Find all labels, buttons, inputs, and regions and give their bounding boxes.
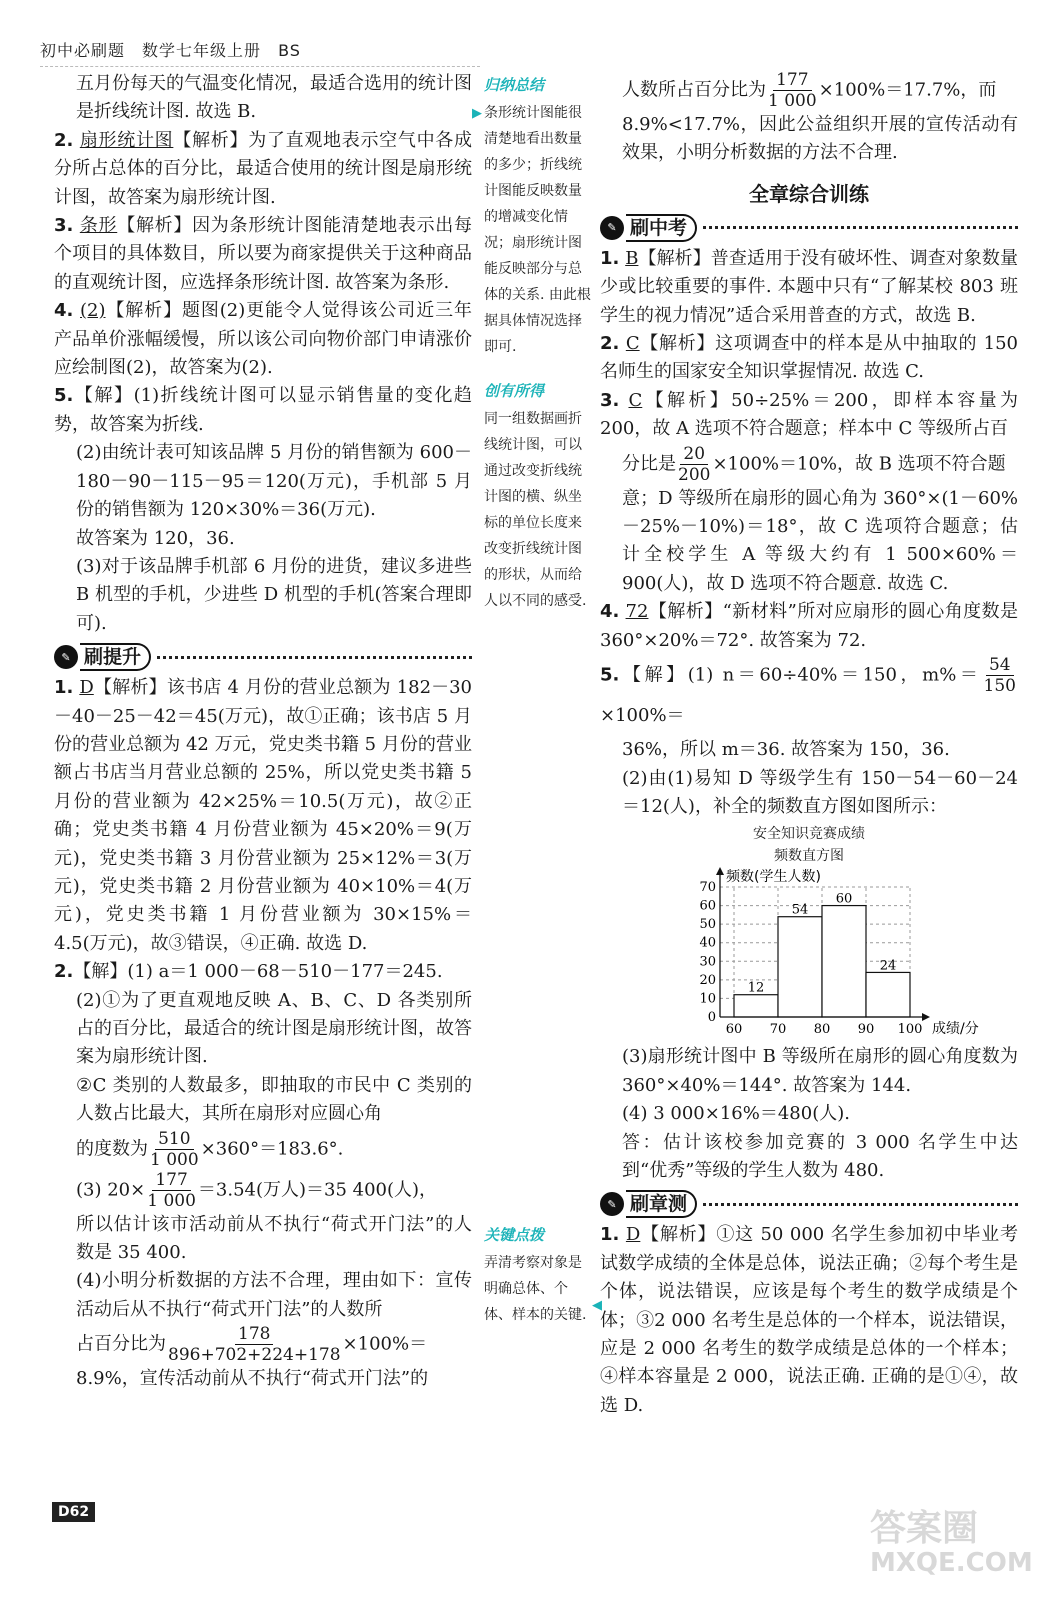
y-tick-label: 10 xyxy=(699,991,716,1007)
arrow-icon: ◀ xyxy=(592,1298,602,1313)
k3: 3. C【解析】50÷25%＝200，即样本容量为 200，故 A 选项不符合题意；样本中 C 等级所占百 xyxy=(600,389,1018,440)
pencil-icon: ✎ xyxy=(54,645,78,669)
chapter-title: 全章综合训练 xyxy=(749,181,869,206)
y-tick-label: 70 xyxy=(699,880,716,896)
k5-part5: (4) 3 000×16%＝480(人). xyxy=(622,1103,850,1125)
q2: 2. 扇形统计图【解析】为了直观地表示空气中各成分所占总体的百分比，最适合使用的统计图是扇形统计图，故答案为扇形统计图. xyxy=(54,129,472,208)
x-tick-label: 80 xyxy=(813,1022,831,1038)
histogram-figure xyxy=(600,823,1018,1043)
x-tick-label: 60 xyxy=(725,1022,743,1038)
section-header-zhongkao: ✎ 刷中考 xyxy=(600,213,1018,243)
page-header: 初中必刷题 数学七年级上册 BS xyxy=(40,41,301,60)
side-note-insight: 创有所得 同一组数据画折线统计图，可以通过改变折线统计图的横、纵坐标的单位长度来改变折线统计图的形状，从而给人以不同的感受. xyxy=(484,382,587,609)
k4: 4. 72【解析】“新材料”所对应扇形的圆心角度数是 360°×20%＝72°. 故答案为 72. xyxy=(600,601,1018,651)
chart-subtitle: 频数直方图 xyxy=(774,848,844,865)
k1: 1. B【解析】普查适用于没有破坏性、调查对象数量少或比较重要的事件. 本题中只有“了解某校 803 班学生的视力情况”适合采用普查的方式，故选 B. xyxy=(600,247,1019,326)
pencil-icon: ✎ xyxy=(600,1192,624,1216)
chart-title: 安全知识竞赛成绩 xyxy=(753,826,865,843)
t2-part6: 所以估计该市活动前从不执行“荷式开门法”的人数是 35 400. xyxy=(76,1213,472,1264)
q3: 3. 条形【解析】因为条形统计图能清楚地表示出每个项目的具体数目，所以要为商家提供关于这种商品的直观统计图，应选择条形统计图. 故答案为条形. xyxy=(54,215,472,293)
left-column xyxy=(54,70,472,1394)
x-axis-arrow-icon xyxy=(922,1013,930,1021)
t2: 2.【解】(1) a＝1 000－68－510－177＝245. xyxy=(54,961,443,983)
k5-part4: (3)扇形统计图中 B 等级所在扇形的圆心角度数为 360°×40%＝144°. 故答案为 144. xyxy=(622,1046,1018,1096)
arrow-icon: ▶ xyxy=(472,106,482,121)
pencil-icon: ✎ xyxy=(600,216,624,240)
t2-part7: (4)小明分析数据的方法不合理，理由如下：宣传活动后从不执行“荷式开门法”的人数所 xyxy=(76,1270,472,1320)
section-header-tisheng: ✎ 刷提升 xyxy=(54,642,472,672)
k3-part3: 意；D 等级所在扇形的圆心角为 360°×(1－60%－25%－10%)＝18°，故 C 选项符合题意；估计全校学生 A 等级大约有 1 500×60%＝900(人)，故 D 选项不符合题意. 故选 C. xyxy=(622,487,1018,594)
x-axis-label: 成绩/分 xyxy=(932,1021,979,1038)
side-note-key: 关键点拨 弄清考察对象是明确总体、个体、样本的关键. xyxy=(484,1226,587,1323)
k5: 5.【解】(1) n＝60÷40%＝150，m%＝ $\frac{54}{150}$ ×100%＝ xyxy=(600,655,1016,727)
q5-part4: (3)对于该品牌手机部 6 月份的进货，建议多进些 B 机型的手机，少进些 D 机型的手机(答案合理即可). xyxy=(76,555,472,634)
histogram-bar xyxy=(866,973,910,1018)
y-axis-arrow-icon xyxy=(716,867,724,875)
watermark-logo: 答案圈 xyxy=(870,1508,979,1549)
r-line2: 8.9%<17.7%，因此公益组织开展的宣传活动有效果，小明分析数据的方法不合理. xyxy=(622,114,1018,164)
t2-part8: 占百分比为 $\frac{178}{896+702+224+178}$ ×100%＝ xyxy=(76,1324,428,1366)
t2-part4: 的度数为 $\frac{510}{1 000}$ ×360°＝183.6°. xyxy=(76,1128,344,1170)
q5-part3: 故答案为 120，36. xyxy=(76,527,235,549)
y-tick-label: 0 xyxy=(707,1010,716,1026)
q5: 5.【解】(1)折线统计图可以显示销售量的变化趋势，故答案为折线. xyxy=(54,385,472,435)
y-tick-label: 50 xyxy=(699,917,716,933)
y-tick-label: 60 xyxy=(699,898,716,914)
x-tick-label: 100 xyxy=(897,1022,923,1038)
k3-part2: 分比是 $\frac{20}{200}$ ×100%＝10%，故 B 选项不符合题 xyxy=(622,443,1006,485)
answer-text: 五月份每天的气温变化情况，最适合选用的统计图是折线统计图. 故选 B. xyxy=(76,73,472,123)
right-column xyxy=(600,70,1018,1420)
y-axis-label: 频数(学生人数) xyxy=(726,869,821,886)
histogram-bar xyxy=(734,995,778,1017)
y-tick-label: 30 xyxy=(699,954,716,970)
t1: 1. D【解析】该书店 4 月份的营业总额为 182－30－40－25－42＝45(万元)，故①正确；该书店 5 月份的营业总额为 42 万元，党史类书籍 5 月份的营业额占书店当月营业总额的 25%，所以党史类书籍 5 月份的营业额为 42×25%＝10.5(万元)，故②正确；党史类书籍 4 月份营业额为 45×20%＝9(万元)，党史类书籍 3 月份营业额为 25×12%＝3(万元)，党史类书籍 2 月份营业额为 40×10%＝4(万元)，党史类书籍 1 月份营业额为 30×15%＝4.5(万元)，故③错误，④正确. 故选 D. xyxy=(54,677,472,954)
histogram-bar xyxy=(778,917,822,1017)
x-tick-label: 70 xyxy=(769,1022,787,1038)
t2-part3: ②C 类别的人数最多，即抽取的市民中 C 类别的人数占比最大，其所在扇形对应圆心角 xyxy=(76,1074,472,1125)
histogram-chart xyxy=(600,867,1018,1043)
bar-value-label: 12 xyxy=(747,981,765,997)
t2-part9: 8.9%，宣传活动前从不执行“荷式开门法”的 xyxy=(76,1368,429,1390)
section-header-zhangce: ✎ 刷章测 xyxy=(600,1189,1018,1219)
side-note-summary: 归纳总结 条形统计图能很清楚地看出数量的多少；折线统计图能反映数量的增减变化情况；扇形统计图能反映部分与总体的关系. 由此根据具体情况选择即可. xyxy=(484,76,591,355)
bar-value-label: 24 xyxy=(879,958,897,974)
histogram-bar xyxy=(822,906,866,1017)
y-tick-label: 40 xyxy=(699,936,716,952)
k5-part3: (2)由(1)易知 D 等级学生有 150－54－60－24＝12(人)，补全的频数直方图如图所示： xyxy=(622,767,1018,817)
c1: 1. D【解析】①这 50 000 名学生参加初中毕业考试数学成绩的全体是总体，说法正确；②每个考生是个体，说法错误，应该是每个考生的数学成绩是个体；③2 000 名考生是总体的一个样本，说法错误，应是 2 000 名考生的数学成绩是总体的一个样本；④样本容量是 2 000，说法正确. 正确的是①④，故选 D. xyxy=(600,1224,1018,1416)
t2-part2: (2)①为了更直观地反映 A、B、C、D 各类别所占的百分比，最适合的统计图是扇形统计图，故答案为扇形统计图. xyxy=(76,989,472,1068)
r-line1: 人数所占百分比为 $\frac{177}{1 000}$ ×100%＝17.7%，而 xyxy=(622,70,997,111)
q5-part2: (2)由统计表可知该品牌 5 月份的销售额为 600－180－90－115－95＝120(万元)，手机部 5 月份的销售额为 120×30%＝36(万元). xyxy=(76,442,472,521)
page-number: D62 xyxy=(52,1502,95,1522)
k5-part6: 答：估计该校参加竞赛的 3 000 名学生中达到“优秀”等级的学生人数为 480. xyxy=(622,1131,1018,1181)
watermark-url: MXQE.COM xyxy=(870,1548,1033,1578)
k5-part2: 36%，所以 m＝36. 故答案为 150，36. xyxy=(622,739,950,761)
bar-value-label: 60 xyxy=(835,891,853,907)
y-tick-label: 20 xyxy=(699,973,716,989)
t2-part5: (3) 20× $\frac{177}{1 000}$ ＝3.54(万人)＝35 400(人)， xyxy=(76,1169,438,1211)
q4: 4. (2)【解析】题图(2)更能令人觉得该公司近三年产品单价涨幅缓慢，所以该公司向物价部门申请涨价应绘制图(2)，故答案为(2). xyxy=(54,300,472,379)
bar-value-label: 54 xyxy=(791,903,809,919)
x-tick-label: 90 xyxy=(857,1022,875,1038)
k2: 2. C【解析】这项调查中的样本是从中抽取的 150 名师生的国家安全知识掌握情况. 故选 C. xyxy=(600,333,1018,383)
